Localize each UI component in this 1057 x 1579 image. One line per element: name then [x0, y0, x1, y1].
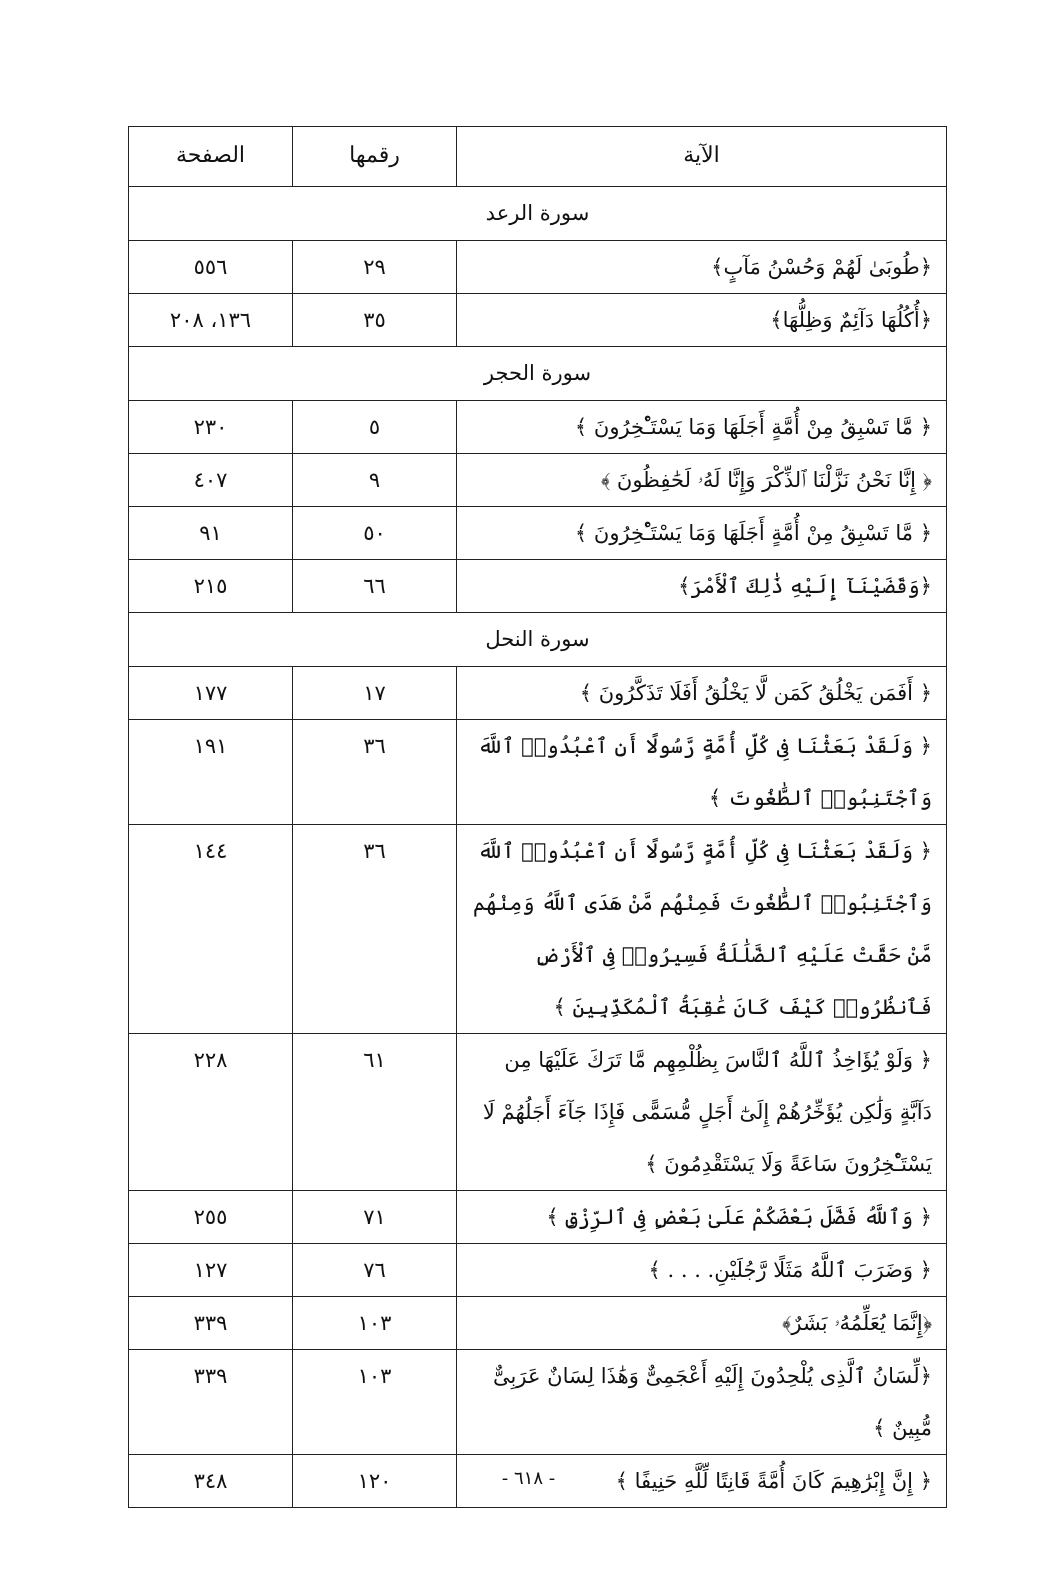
ayah-cell: ﴿لِّسَانُ ٱلَّذِى يُلْحِدُونَ إِلَيْهِ أَعْجَمِىٌّ وَهَٰذَا لِسَانٌ عَرَبِىٌّ مُّبِينٌ ﴾ — [457, 1350, 947, 1455]
table-header-row — [129, 127, 947, 187]
ayah-number-cell: ١٢٠ — [293, 1455, 457, 1508]
ayah-cell: ﴿وَقَضَيْنَآ إِلَيْهِ ذَٰلِكَ ٱلْأَمْرَ﴾ — [457, 560, 947, 613]
ayah-cell: ﴿ وَلَقَدْ بَعَثْنَا فِى كُلِّ أُمَّةٍ رَّسُولًا أَنِ ٱعْبُدُوا۟ ٱللَّهَ وَٱجْتَنِبُوا۟ ٱلطَّٰغُوتَ ﴾ — [457, 720, 947, 825]
table-row — [129, 1297, 947, 1350]
ayah-number-cell: ٣٦ — [293, 720, 457, 825]
page-number-cell: ١٤٤ — [129, 825, 293, 1034]
surah-title: سورة الرعد — [129, 187, 947, 241]
ayah-index-table — [128, 126, 947, 1508]
table-row — [129, 667, 947, 720]
ayah-cell: ﴿طُوبَىٰ لَهُمْ وَحُسْنُ مَآبٍ﴾ — [457, 241, 947, 294]
table-row — [129, 294, 947, 347]
surah-title: سورة الحجر — [129, 347, 947, 401]
page-number-cell: ١٩١ — [129, 720, 293, 825]
table-row — [129, 1191, 947, 1244]
table-row — [129, 454, 947, 507]
page-number-cell: ٢٢٨ — [129, 1034, 293, 1191]
ayah-cell: ﴿ وَلَوْ يُؤَاخِذُ ٱللَّهُ ٱلنَّاسَ بِظُلْمِهِم مَّا تَرَكَ عَلَيْهَا مِن دَآبَّةٍ وَلَٰكِن يُؤَخِّرُهُمْ إِلَىٰٓ أَجَلٍ مُّسَمًّى فَإِذَا جَآءَ أَجَلُهُمْ لَا يَسْتَـْٔخِرُونَ سَاعَةً وَلَا يَسْتَقْدِمُونَ ﴾ — [457, 1034, 947, 1191]
ayah-number-cell: ٦١ — [293, 1034, 457, 1191]
ayah-number-cell: ٩ — [293, 454, 457, 507]
ayah-cell: ﴿ مَّا تَسْبِقُ مِنْ أُمَّةٍ أَجَلَهَا وَمَا يَسْتَـْٔخِرُونَ ﴾ — [457, 401, 947, 454]
table-row — [129, 825, 947, 1034]
ayah-number-cell: ٥٠ — [293, 507, 457, 560]
ayah-cell: ﴿إِنَّمَا يُعَلِّمُهُۥ بَشَرٌ﴾ — [457, 1297, 947, 1350]
ayah-cell: ﴿ مَّا تَسْبِقُ مِنْ أُمَّةٍ أَجَلَهَا وَمَا يَسْتَـْٔخِرُونَ ﴾ — [457, 507, 947, 560]
page-number-cell: ٣٤٨ — [129, 1455, 293, 1508]
ayah-cell: ﴿أُكُلُهَا دَآئِمٌ وَظِلُّهَا﴾ — [457, 294, 947, 347]
page-number-cell: ٢٥٥ — [129, 1191, 293, 1244]
surah-row — [129, 187, 947, 241]
ayah-number-cell: ٥ — [293, 401, 457, 454]
ayah-number-cell: ٢٩ — [293, 241, 457, 294]
ayah-cell: ﴿ أَفَمَن يَخْلُقُ كَمَن لَّا يَخْلُقُ أَفَلَا تَذَكَّرُونَ ﴾ — [457, 667, 947, 720]
ayah-number-cell: ١٧ — [293, 667, 457, 720]
table-row — [129, 241, 947, 294]
header-number: رقمها — [293, 127, 457, 187]
page-number-cell: ٣٣٩ — [129, 1297, 293, 1350]
surah-row — [129, 347, 947, 401]
table-row — [129, 1244, 947, 1297]
page-number-cell: ٥٥٦ — [129, 241, 293, 294]
table-row — [129, 401, 947, 454]
page-number-cell: ١٧٧ — [129, 667, 293, 720]
surah-row — [129, 613, 947, 667]
ayah-number-cell: ٣٥ — [293, 294, 457, 347]
page-number-cell: ٩١ — [129, 507, 293, 560]
ayah-number-cell: ٦٦ — [293, 560, 457, 613]
table-row — [129, 560, 947, 613]
page-number-cell: ٢١٥ — [129, 560, 293, 613]
page-number-cell: ٣٣٩ — [129, 1350, 293, 1455]
page-number-cell: ١٣٦، ٢٠٨ — [129, 294, 293, 347]
ayah-cell: ﴿ وَٱللَّهُ فَضَّلَ بَعْضَكُمْ عَلَىٰ بَعْضٍ فِى ٱلرِّزْقِ ﴾ — [457, 1191, 947, 1244]
ayah-number-cell: ٧١ — [293, 1191, 457, 1244]
ayah-number-cell: ٧٦ — [293, 1244, 457, 1297]
header-ayah: الآية — [457, 127, 947, 187]
table-row — [129, 1034, 947, 1191]
header-page: الصفحة — [129, 127, 293, 187]
surah-title: سورة النحل — [129, 613, 947, 667]
ayah-cell: ﴿ وَلَقَدْ بَعَثْنَا فِى كُلِّ أُمَّةٍ رَّسُولًا أَنِ ٱعْبُدُوا۟ ٱللَّهَ وَٱجْتَنِبُوا۟ ٱلطَّٰغُوتَ فَمِنْهُم مَّنْ هَدَى ٱللَّهُ وَمِنْهُم مَّنْ حَقَّتْ عَلَيْهِ ٱلضَّلَٰلَةُ فَسِيرُوا۟ فِى ٱلْأَرْضِ فَٱنظُرُوا۟ كَيْفَ كَانَ عَٰقِبَةُ ٱلْمُكَذِّبِينَ ﴾ — [457, 825, 947, 1034]
page-number-cell: ١٢٧ — [129, 1244, 293, 1297]
table-row — [129, 720, 947, 825]
ayah-number-cell: ١٠٣ — [293, 1297, 457, 1350]
table-body — [129, 187, 947, 1508]
page-number-cell: ٢٣٠ — [129, 401, 293, 454]
ayah-number-cell: ١٠٣ — [293, 1350, 457, 1455]
ayah-cell: ﴿ إِنَّا نَحْنُ نَزَّلْنَا ٱلذِّكْرَ وَإِنَّا لَهُۥ لَحَٰفِظُونَ ﴾ — [457, 454, 947, 507]
ayah-cell: ﴿ إِنَّ إِبْرَٰهِيمَ كَانَ أُمَّةً قَانِتًا لِّلَّهِ حَنِيفًا ﴾ — [457, 1455, 947, 1508]
page-number-footer: - ٦١٨ - — [501, 1468, 556, 1489]
table-row — [129, 1350, 947, 1455]
table-row — [129, 507, 947, 560]
ayah-cell: ﴿ وَضَرَبَ ٱللَّهُ مَثَلًا رَّجُلَيْنِ. . . . ﴾ — [457, 1244, 947, 1297]
page-number-cell: ٤٠٧ — [129, 454, 293, 507]
ayah-number-cell: ٣٦ — [293, 825, 457, 1034]
